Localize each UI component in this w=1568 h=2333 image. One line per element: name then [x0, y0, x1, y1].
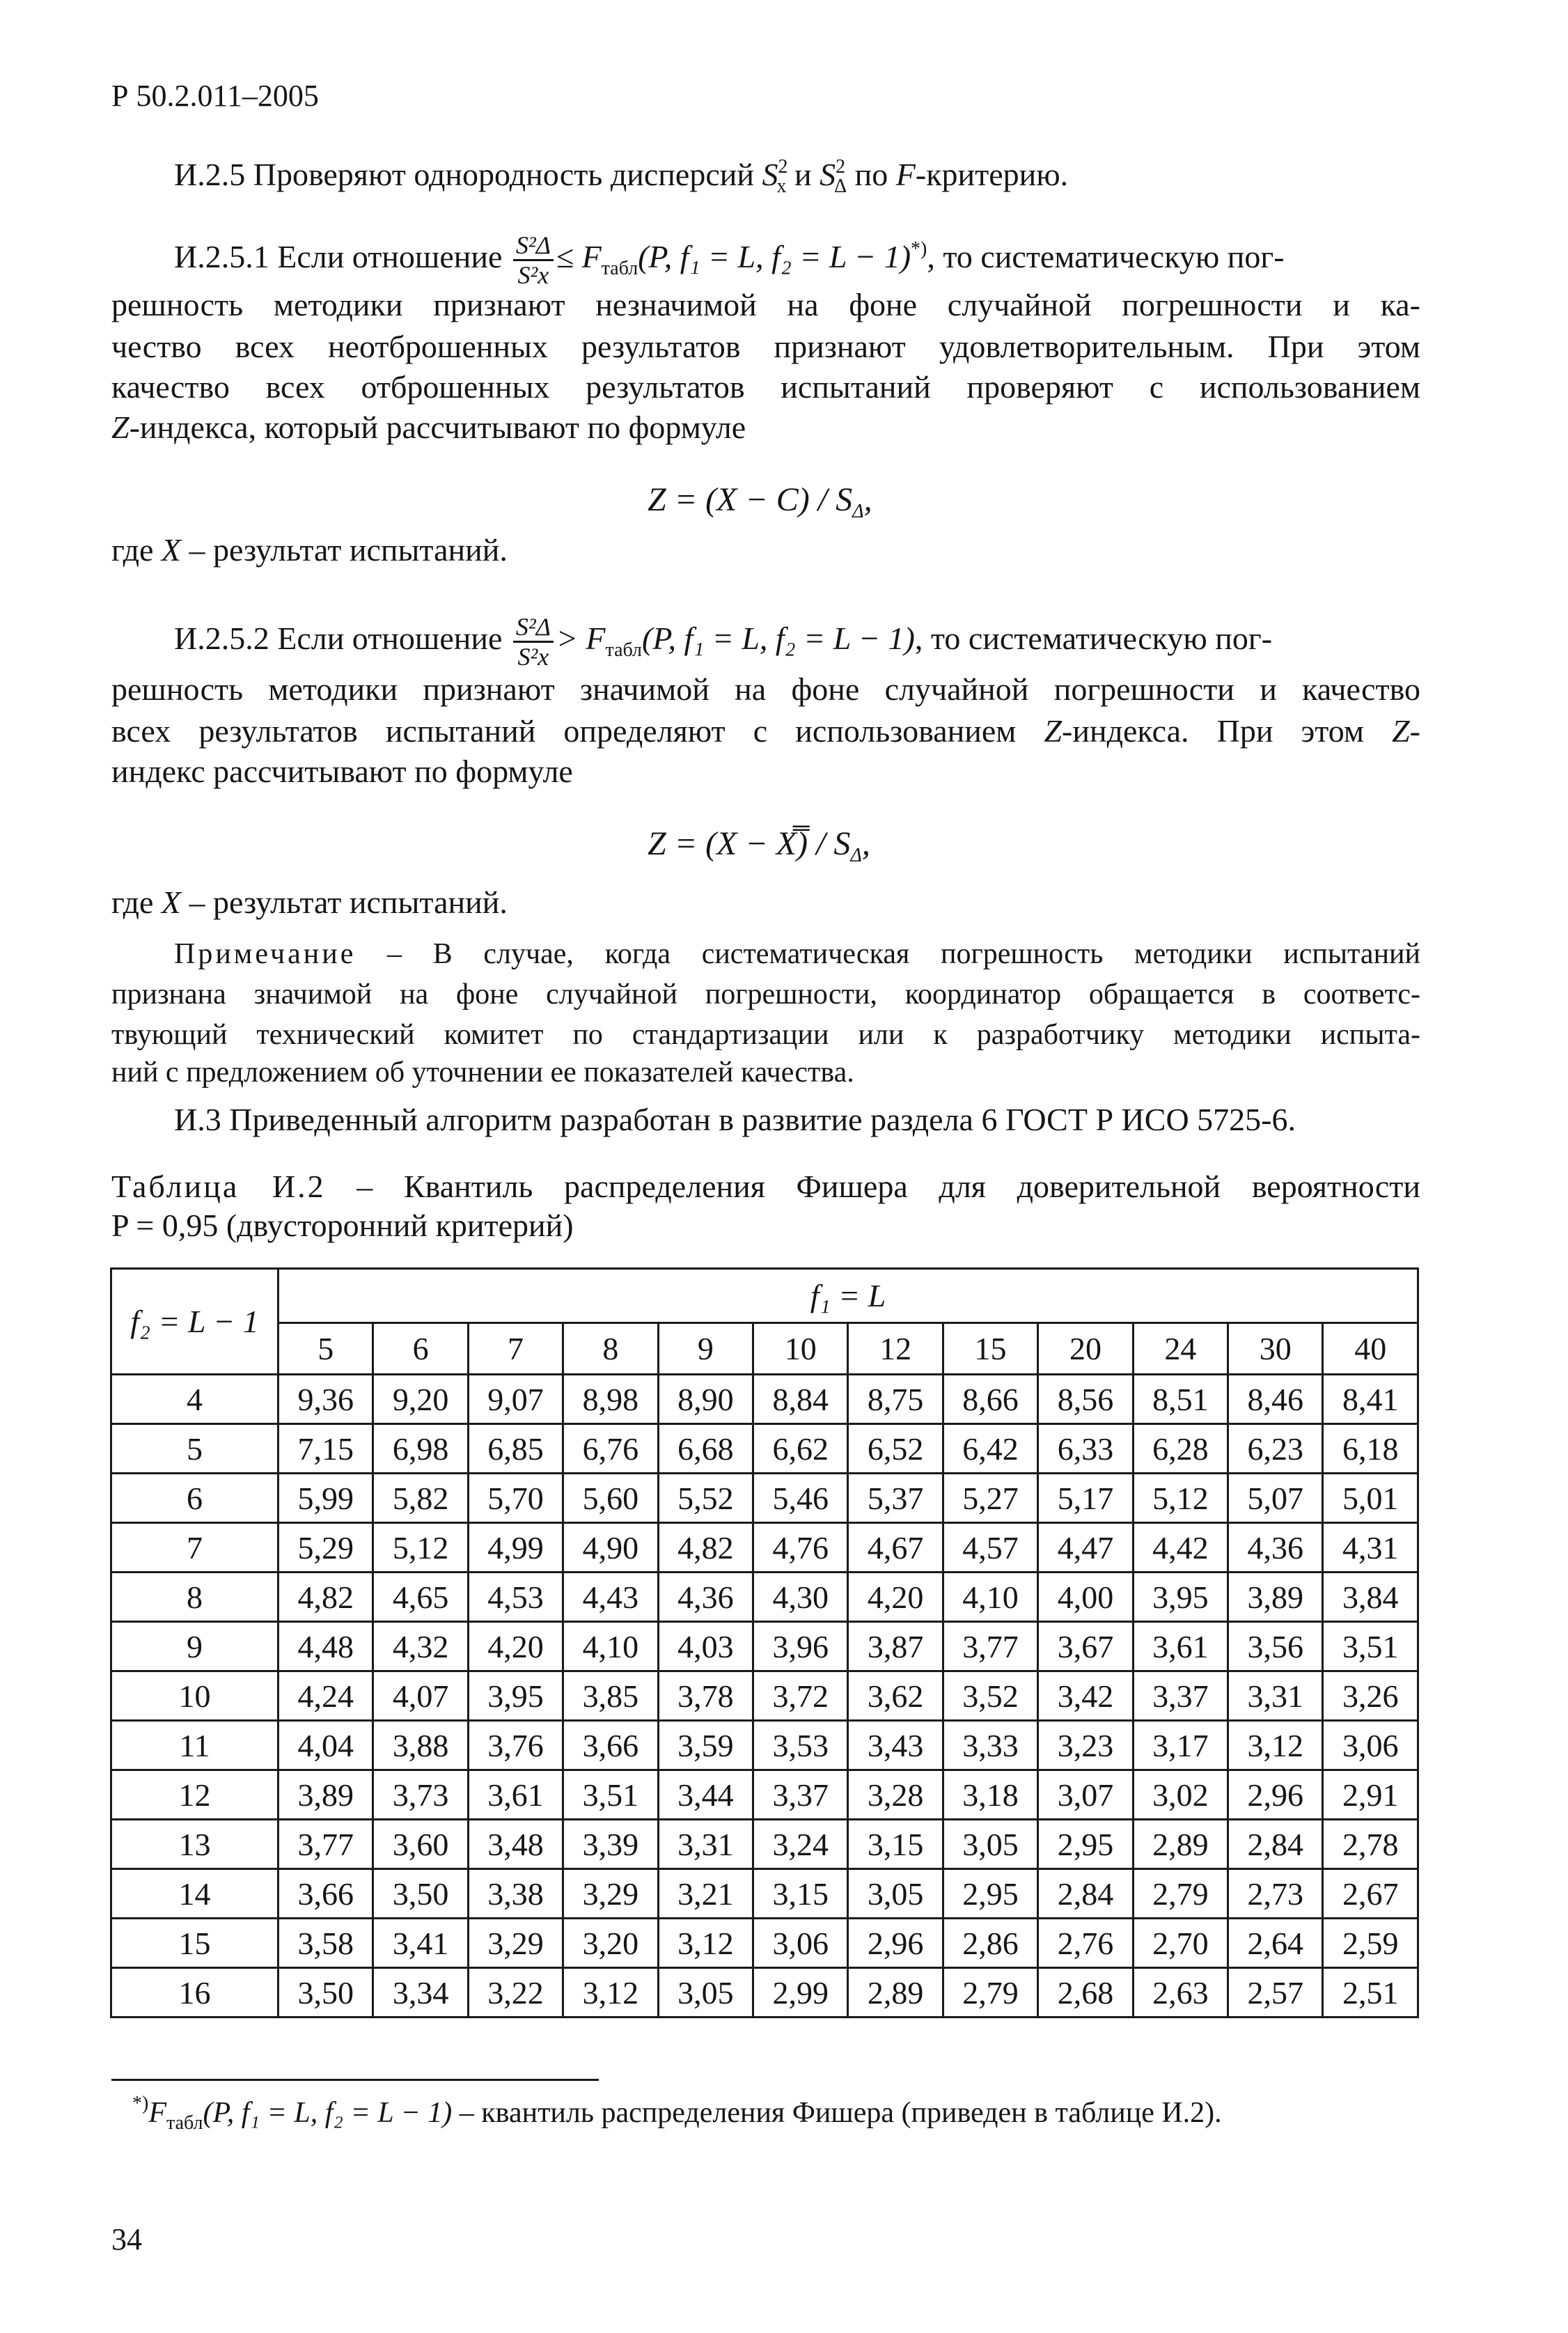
- table-row: [111, 1523, 1418, 1573]
- table-cell: 3,96: [753, 1622, 848, 1671]
- table-cell: 3,50: [373, 1869, 468, 1919]
- paragraph-2-5-1-line: качество всех отброшенных результатов испытаний проверяют с использованием: [111, 369, 1420, 405]
- table-cell: 5,99: [279, 1474, 373, 1523]
- table-cell: 3,78: [658, 1671, 753, 1721]
- table-cell: 5,01: [1323, 1474, 1418, 1523]
- table-column-header: 20: [1038, 1323, 1133, 1375]
- paragraph-2-5: И.2.5 Проверяют однородность дисперсий $S^2_x$ и $S^2_\Delta$ по F-критерию.: [174, 156, 1069, 197]
- table-cell: 3,77: [279, 1820, 373, 1869]
- paragraph-i-3: И.3 Приведенный алгоритм разработан в развитие раздела 6 ГОСТ Р ИСО 5725-6.: [174, 1102, 1296, 1137]
- row-header-f2: 10: [111, 1671, 279, 1721]
- table-cell: 6,18: [1323, 1424, 1418, 1474]
- table-cell: 6,23: [1228, 1424, 1323, 1474]
- footnote-divider: [111, 2079, 599, 2081]
- table-column-header: 12: [848, 1323, 943, 1375]
- table-cell: 4,20: [848, 1573, 943, 1622]
- table-cell: 4,10: [943, 1573, 1037, 1622]
- table-column-header: 9: [658, 1323, 753, 1375]
- note-line: ний с предложением об уточнении ее показателей качества.: [111, 1056, 854, 1089]
- row-header-f2: 15: [111, 1919, 279, 1968]
- table-cell: 3,61: [1133, 1622, 1228, 1671]
- table-cell: 3,61: [468, 1770, 563, 1820]
- row-header-f2: 8: [111, 1573, 279, 1622]
- table-cell: 8,46: [1228, 1375, 1323, 1424]
- table-cell: 3,89: [1228, 1573, 1323, 1622]
- variance-ratio-fraction: $\frac{\text{S²Δ}}{\text{S²x}}$: [513, 231, 554, 289]
- table-row: [111, 1770, 1418, 1820]
- table-caption-label: Таблица И.2: [111, 1169, 326, 1204]
- note-line: признана значимой на фоне случайной погрешности, координатор обращается в соответс-: [111, 978, 1420, 1011]
- table-cell: 3,12: [563, 1968, 658, 2018]
- table-cell: 2,89: [848, 1968, 943, 2018]
- note-line: твующий технический комитет по стандартизации или к разработчику методики испыта-: [111, 1019, 1420, 1051]
- table-cell: 3,72: [753, 1671, 848, 1721]
- table-cell: 3,50: [279, 1968, 373, 2018]
- table-cell: 5,29: [279, 1523, 373, 1573]
- table-cell: 2,63: [1133, 1968, 1228, 2018]
- table-cell: 2,68: [1038, 1968, 1133, 2018]
- table-cell: 3,31: [658, 1820, 753, 1869]
- table-cell: 2,76: [1038, 1919, 1133, 1968]
- table-cell: 4,04: [279, 1721, 373, 1770]
- table-cell: 4,36: [1228, 1523, 1323, 1573]
- table-cell: 3,23: [1038, 1721, 1133, 1770]
- table-cell: 2,67: [1323, 1869, 1418, 1919]
- table-cell: 5,70: [468, 1474, 563, 1523]
- table-column-header: 8: [563, 1323, 658, 1375]
- table-cell: 3,31: [1228, 1671, 1323, 1721]
- document-code: Р 50.2.011–2005: [111, 79, 319, 113]
- paragraph-2-5-2-line: индекс рассчитывают по формуле: [111, 754, 573, 789]
- table-cell: 4,90: [563, 1523, 658, 1573]
- row-header-f2: 9: [111, 1622, 279, 1671]
- table-cell: 4,42: [1133, 1523, 1228, 1573]
- table-cell: 4,82: [658, 1523, 753, 1573]
- table-cell: 2,59: [1323, 1919, 1418, 1968]
- table-cell: 3,44: [658, 1770, 753, 1820]
- table-cell: 3,62: [848, 1671, 943, 1721]
- table-cell: 6,52: [848, 1424, 943, 1474]
- table-cell: 3,05: [943, 1820, 1037, 1869]
- table-corner-header: f₂ = L − 1: [111, 1269, 279, 1375]
- table-cell: 3,59: [658, 1721, 753, 1770]
- table-cell: 2,79: [943, 1968, 1037, 2018]
- table-cell: 4,24: [279, 1671, 373, 1721]
- table-cell: 3,06: [1323, 1721, 1418, 1770]
- table-cell: 6,62: [753, 1424, 848, 1474]
- table-cell: 3,26: [1323, 1671, 1418, 1721]
- table-row: [111, 1919, 1418, 1968]
- table-cell: 4,67: [848, 1523, 943, 1573]
- table-cell: 4,48: [279, 1622, 373, 1671]
- table-column-header: 10: [753, 1323, 848, 1375]
- table-cell: 4,10: [563, 1622, 658, 1671]
- table-cell: 2,95: [943, 1869, 1037, 1919]
- table-cell: 3,51: [1323, 1622, 1418, 1671]
- paragraph-2-5-2-line: решность методики признают значимой на фоне случайной погрешности и качество: [111, 671, 1420, 707]
- table-cell: 3,95: [1133, 1573, 1228, 1622]
- table-cell: 3,02: [1133, 1770, 1228, 1820]
- table-row: [111, 1671, 1418, 1721]
- table-cell: 2,73: [1228, 1869, 1323, 1919]
- table-cell: 9,07: [468, 1375, 563, 1424]
- paragraph-2-5-1-line: Z-индекса, который рассчитывают по формуле: [111, 409, 746, 445]
- table-cell: 3,15: [753, 1869, 848, 1919]
- table-cell: 4,07: [373, 1671, 468, 1721]
- table-cell: 9,20: [373, 1375, 468, 1424]
- table-cell: 8,75: [848, 1375, 943, 1424]
- table-cell: 2,78: [1323, 1820, 1418, 1869]
- row-header-f2: 4: [111, 1375, 279, 1424]
- table-cell: 4,99: [468, 1523, 563, 1573]
- table-cell: 5,27: [943, 1474, 1037, 1523]
- table-cell: 3,66: [563, 1721, 658, 1770]
- table-cell: 3,12: [1228, 1721, 1323, 1770]
- table-cell: 2,95: [1038, 1820, 1133, 1869]
- table-column-header: 40: [1323, 1323, 1418, 1375]
- formula-explanation: где X – результат испытаний.: [111, 884, 508, 920]
- row-header-f2: 5: [111, 1424, 279, 1474]
- table-cell: 3,33: [943, 1721, 1037, 1770]
- table-column-header: 15: [943, 1323, 1037, 1375]
- table-cell: 5,12: [1133, 1474, 1228, 1523]
- table-row: [111, 1424, 1418, 1474]
- table-cell: 6,68: [658, 1424, 753, 1474]
- table-cell: 8,56: [1038, 1375, 1133, 1424]
- table-cell: 3,77: [943, 1622, 1037, 1671]
- table-cell: 6,85: [468, 1424, 563, 1474]
- table-cell: 3,53: [753, 1721, 848, 1770]
- table-cell: 8,41: [1323, 1375, 1418, 1424]
- table-cell: 3,29: [468, 1919, 563, 1968]
- table-cell: 3,66: [279, 1869, 373, 1919]
- table-cell: 4,76: [753, 1523, 848, 1573]
- table-cell: 3,18: [943, 1770, 1037, 1820]
- table-cell: 5,52: [658, 1474, 753, 1523]
- table-cell: 3,24: [753, 1820, 848, 1869]
- table-cell: 3,56: [1228, 1622, 1323, 1671]
- table-cell: 4,53: [468, 1573, 563, 1622]
- table-cell: 3,73: [373, 1770, 468, 1820]
- table-row: [111, 1375, 1418, 1424]
- z-index-formula-c: $Z = (X - C) / S_\Delta$,: [648, 481, 872, 522]
- note-label: Примечание: [174, 938, 356, 970]
- table-column-header: 30: [1228, 1323, 1323, 1375]
- table-cell: 6,42: [943, 1424, 1037, 1474]
- table-cell: 3,29: [563, 1869, 658, 1919]
- row-header-f2: 12: [111, 1770, 279, 1820]
- table-cell: 3,60: [373, 1820, 468, 1869]
- table-cell: 3,42: [1038, 1671, 1133, 1721]
- table-cell: 3,28: [848, 1770, 943, 1820]
- table-row: [111, 1968, 1418, 2018]
- table-cell: 4,65: [373, 1573, 468, 1622]
- table-cell: 4,03: [658, 1622, 753, 1671]
- table-column-header: 7: [468, 1323, 563, 1375]
- table-cell: 5,37: [848, 1474, 943, 1523]
- table-cell: 2,91: [1323, 1770, 1418, 1820]
- table-cell: 4,32: [373, 1622, 468, 1671]
- table-cell: 4,31: [1323, 1523, 1418, 1573]
- table-column-header: 24: [1133, 1323, 1228, 1375]
- table-caption: P = 0,95 (двусторонний критерий): [111, 1208, 574, 1243]
- table-cell: 5,17: [1038, 1474, 1133, 1523]
- table-cell: 3,37: [1133, 1671, 1228, 1721]
- table-cell: 3,58: [279, 1919, 373, 1968]
- table-cell: 3,84: [1323, 1573, 1418, 1622]
- table-cell: 4,00: [1038, 1573, 1133, 1622]
- table-cell: 4,57: [943, 1523, 1037, 1573]
- table-cell: 9,36: [279, 1375, 373, 1424]
- table-row: [111, 1622, 1418, 1671]
- paragraph-2-5-2-first-line: И.2.5.2 Если отношение $\frac{\text{S²Δ}}{\text{S²x}}$ > $F_{табл}(P$, f₁ = L, f₂ = L − 1), то систематическую пог-: [174, 613, 1273, 671]
- table-column-header: 6: [373, 1323, 468, 1375]
- table-cell: 5,12: [373, 1523, 468, 1573]
- table-caption: Таблица И.2 – Квантиль распределения Фишера для доверительной вероятности: [111, 1169, 1420, 1204]
- footnote: $^{*)}F_{табл}(P$, f₁ = L, f₂ = L − 1) – квантиль распределения Фишера (приведен в таблице И.2).: [132, 2093, 1222, 2134]
- table-row: [111, 1869, 1418, 1919]
- table-cell: 3,41: [373, 1919, 468, 1968]
- table-group-header: f₁ = L: [279, 1269, 1418, 1323]
- table-cell: 8,90: [658, 1375, 753, 1424]
- table-cell: 3,52: [943, 1671, 1037, 1721]
- table-cell: 6,33: [1038, 1424, 1133, 1474]
- table-cell: 4,82: [279, 1573, 373, 1622]
- table-cell: 6,98: [373, 1424, 468, 1474]
- table-cell: 3,51: [563, 1770, 658, 1820]
- row-header-f2: 14: [111, 1869, 279, 1919]
- table-cell: 3,05: [848, 1869, 943, 1919]
- table-cell: 2,51: [1323, 1968, 1418, 2018]
- table-cell: 3,48: [468, 1820, 563, 1869]
- table-cell: 3,87: [848, 1622, 943, 1671]
- table-cell: 2,57: [1228, 1968, 1323, 2018]
- table-cell: 3,76: [468, 1721, 563, 1770]
- table-cell: 3,21: [658, 1869, 753, 1919]
- paragraph-2-5-1-first-line: И.2.5.1 Если отношение $\frac{\text{S²Δ}}{\text{S²x}}$ ≤ $F_{табл}(P$, f₁ = L, f₂ = L − 1)*), то систематическую пог-: [174, 231, 1285, 289]
- table-cell: 5,07: [1228, 1474, 1323, 1523]
- table-cell: 5,46: [753, 1474, 848, 1523]
- table-cell: 2,84: [1038, 1869, 1133, 1919]
- table-cell: 3,67: [1038, 1622, 1133, 1671]
- table-cell: 2,99: [753, 1968, 848, 2018]
- table-cell: 8,84: [753, 1375, 848, 1424]
- row-header-f2: 11: [111, 1721, 279, 1770]
- table-cell: 2,64: [1228, 1919, 1323, 1968]
- table-cell: 2,96: [848, 1919, 943, 1968]
- table-cell: 6,76: [563, 1424, 658, 1474]
- table-cell: 3,43: [848, 1721, 943, 1770]
- table-cell: 4,30: [753, 1573, 848, 1622]
- table-row: [111, 1721, 1418, 1770]
- formula-explanation: где X – результат испытаний.: [111, 532, 508, 568]
- paragraph-2-5-1-line: чество всех неотброшенных результатов признают удовлетворительным. При этом: [111, 329, 1420, 364]
- z-index-formula-mean: Z = (X − X̿) / $S_\Delta$,: [648, 825, 870, 866]
- table-cell: 3,34: [373, 1968, 468, 2018]
- table-cell: 3,89: [279, 1770, 373, 1820]
- row-header-f2: 6: [111, 1474, 279, 1523]
- row-header-f2: 16: [111, 1968, 279, 2018]
- table-cell: 3,95: [468, 1671, 563, 1721]
- variance-ratio-fraction: $\frac{\text{S²Δ}}{\text{S²x}}$: [513, 613, 554, 671]
- table-cell: 3,17: [1133, 1721, 1228, 1770]
- table-cell: 3,39: [563, 1820, 658, 1869]
- paragraph-2-5-2-line: всех результатов испытаний определяют с использованием Z-индекса. При этом Z-: [111, 713, 1420, 749]
- table-cell: 3,37: [753, 1770, 848, 1820]
- table-cell: 2,84: [1228, 1820, 1323, 1869]
- table-cell: 4,43: [563, 1573, 658, 1622]
- table-cell: 3,20: [563, 1919, 658, 1968]
- table-cell: 7,15: [279, 1424, 373, 1474]
- paragraph-2-5-1-line: решность методики признают незначимой на фоне случайной погрешности и ка-: [111, 287, 1420, 322]
- table-cell: 2,70: [1133, 1919, 1228, 1968]
- table-cell: 4,36: [658, 1573, 753, 1622]
- table-cell: 2,89: [1133, 1820, 1228, 1869]
- table-row: [111, 1573, 1418, 1622]
- table-cell: 3,05: [658, 1968, 753, 2018]
- page-number: 34: [111, 2222, 142, 2256]
- table-cell: 3,85: [563, 1671, 658, 1721]
- table-cell: 2,96: [1228, 1770, 1323, 1820]
- table-cell: 8,98: [563, 1375, 658, 1424]
- table-cell: 8,51: [1133, 1375, 1228, 1424]
- table-cell: 8,66: [943, 1375, 1037, 1424]
- table-cell: 3,88: [373, 1721, 468, 1770]
- table-cell: 3,15: [848, 1820, 943, 1869]
- table-cell: 2,86: [943, 1919, 1037, 1968]
- fisher-quantile-table: [110, 1267, 1419, 2018]
- table-cell: 3,22: [468, 1968, 563, 2018]
- table-cell: 6,28: [1133, 1424, 1228, 1474]
- table-row: [111, 1474, 1418, 1523]
- row-header-f2: 13: [111, 1820, 279, 1869]
- table-cell: 2,79: [1133, 1869, 1228, 1919]
- note-line: Примечание – В случае, когда систематическая погрешность методики испытаний: [174, 938, 1420, 970]
- table-cell: 4,47: [1038, 1523, 1133, 1573]
- table-column-header: 5: [279, 1323, 373, 1375]
- row-header-f2: 7: [111, 1523, 279, 1573]
- table-cell: 3,12: [658, 1919, 753, 1968]
- table-cell: 5,60: [563, 1474, 658, 1523]
- table-row: [111, 1820, 1418, 1869]
- table-cell: 4,20: [468, 1622, 563, 1671]
- table-cell: 3,38: [468, 1869, 563, 1919]
- table-cell: 3,06: [753, 1919, 848, 1968]
- table-cell: 5,82: [373, 1474, 468, 1523]
- table-cell: 3,07: [1038, 1770, 1133, 1820]
